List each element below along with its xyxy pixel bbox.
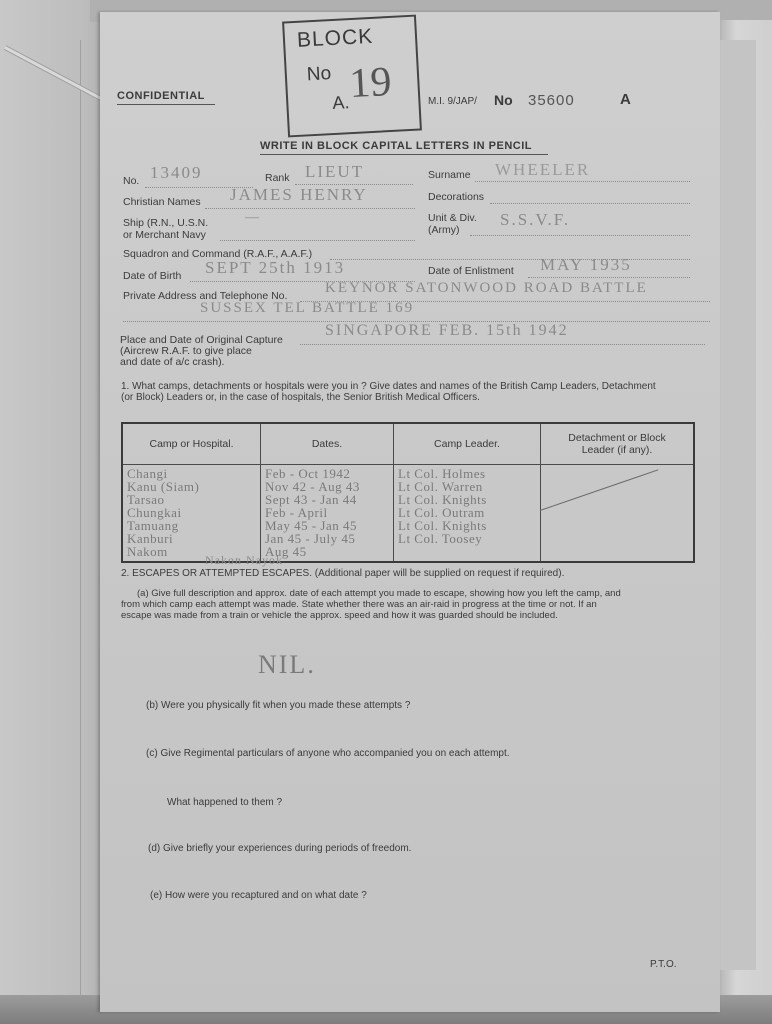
christian-names-label: Christian Names	[123, 196, 201, 208]
q2-a-2: from which camp each attempt was made. State whether there was an air-raid in progress at the time or not. If an	[121, 599, 597, 610]
serial-label: No	[494, 92, 513, 108]
camp-entry: Chungkai	[127, 505, 182, 520]
christian-names-line	[205, 208, 415, 209]
block-stamp	[282, 15, 422, 138]
col-detachment-line-1: Detachment or Block	[568, 432, 666, 444]
christian-names-value[interactable]: JAMES HENRY	[230, 185, 368, 204]
q1-text-1: 1. What camps, detachments or hospitals were you in ? Give dates and names of the British Camp Leaders, Detachment	[121, 381, 656, 392]
q2-answer[interactable]: NIL.	[258, 650, 316, 679]
date-entry: Sept 43 - Jan 44	[265, 492, 357, 507]
col-dates: Dates.	[261, 423, 394, 465]
date-entry: Aug 45	[265, 544, 307, 559]
col-detachment	[541, 423, 695, 465]
form-reference: M.I. 9/JAP/	[428, 96, 477, 107]
squadron-label: Squadron and Command (R.A.F., A.A.F.)	[123, 248, 313, 260]
folder-spine	[20, 40, 81, 1000]
unit-value[interactable]: S.S.V.F.	[500, 210, 571, 229]
confidential-underline	[117, 104, 215, 105]
squadron-line	[330, 259, 690, 260]
dates-cell[interactable]	[261, 465, 394, 563]
leader-entry	[398, 545, 536, 558]
capture-label: Place and Date of Original Capture	[120, 334, 283, 346]
camp-entry: Tamuang	[127, 518, 179, 533]
no-label: No.	[123, 175, 140, 187]
detachment-cell[interactable]	[541, 465, 695, 563]
date-entry: Feb - April	[265, 505, 328, 520]
decorations-label: Decorations	[428, 191, 485, 203]
leader-entry: Lt Col. Knights	[398, 492, 487, 507]
q2-c2: What happened to them ?	[167, 797, 283, 808]
rank-label: Rank	[265, 172, 290, 184]
enlistment-value[interactable]: MAY 1935	[540, 255, 632, 274]
col-leader: Camp Leader.	[394, 423, 541, 465]
q2-e: (e) How were you recaptured and on what date ?	[150, 890, 367, 901]
capture-line	[300, 344, 705, 345]
pencil-instruction: WRITE IN BLOCK CAPITAL LETTERS IN PENCIL	[260, 140, 532, 152]
address-label: Private Address and Telephone No.	[123, 290, 288, 302]
leader-cell[interactable]	[394, 465, 541, 563]
serial-suffix: A	[620, 91, 631, 108]
confidential-label: CONFIDENTIAL	[117, 90, 205, 102]
rank-value[interactable]: LIEUT	[305, 162, 365, 181]
stamp-letter: A.	[331, 92, 350, 114]
date-entry: May 45 - Jan 45	[265, 518, 357, 533]
q2-a-3: escape was made from a train or vehicle the approx. speed and how it was guarded should be included.	[121, 610, 558, 621]
leader-entry: Lt Col. Toosey	[398, 531, 483, 546]
unit-label-2: (Army)	[428, 224, 460, 236]
q2-c: (c) Give Regimental particulars of anyone who accompanied you on each attempt.	[146, 748, 510, 759]
ship-label: Ship (R.N., U.S.N.	[123, 217, 209, 229]
dob-value[interactable]: SEPT 25th 1913	[205, 258, 346, 277]
unit-label: Unit & Div.	[428, 212, 477, 224]
dob-label: Date of Birth	[123, 270, 182, 282]
q2-d: (d) Give briefly your experiences during periods of freedom.	[148, 843, 412, 854]
q2-b: (b) Were you physically fit when you made these attempts ?	[146, 700, 411, 711]
camp-cell[interactable]	[122, 465, 261, 563]
stamp-no-text: No	[306, 63, 332, 86]
unit-line	[470, 235, 690, 236]
decorations-line	[490, 203, 690, 204]
camps-header-row	[122, 423, 694, 465]
date-entry: Nov 42 - Aug 43	[265, 479, 360, 494]
q2-title: 2. ESCAPES OR ATTEMPTED ESCAPES. (Additional paper will be supplied on request if required).	[121, 568, 565, 579]
leader-entry: Lt Col. Holmes	[398, 466, 486, 481]
q2-a-1: (a) Give full description and approx. date of each attempt you made to escape, showing how you left the camp, and	[137, 588, 621, 599]
col-camp: Camp or Hospital.	[122, 423, 261, 465]
enlistment-line	[528, 277, 690, 278]
q1-text-2: (or Block) Leaders or, in the case of hospitals, the Senior British Medical Officers.	[121, 392, 480, 403]
ship-label-2: or Merchant Navy	[123, 229, 206, 241]
no-value[interactable]: 13409	[150, 163, 203, 182]
leader-entry: Lt Col. Warren	[398, 479, 483, 494]
date-entry: Jan 45 - July 45	[265, 531, 356, 546]
stamp-number: 19	[348, 58, 393, 108]
capture-label-3: and date of a/c crash).	[120, 356, 225, 368]
surname-value[interactable]: WHEELER	[495, 160, 591, 179]
camp-entry: Nakom	[127, 544, 168, 559]
extra-camp-note: Nakon Nayok	[205, 553, 283, 567]
ship-line	[220, 240, 415, 241]
address-value-2[interactable]: SUSSEX TEL BATTLE 169	[200, 300, 415, 316]
stamp-block-text: BLOCK	[296, 24, 374, 52]
surname-label: Surname	[428, 169, 471, 181]
enlistment-label: Date of Enlistment	[428, 265, 514, 277]
surname-line	[475, 181, 690, 182]
capture-value[interactable]: SINGAPORE FEB. 15th 1942	[325, 322, 569, 339]
pto-label: P.T.O.	[650, 959, 677, 970]
serial-number: 35600	[528, 92, 575, 109]
capture-label-2: (Aircrew R.A.F. to give place	[120, 345, 252, 357]
instruction-underline	[260, 154, 548, 155]
leader-entry: Lt Col. Outram	[398, 505, 485, 520]
ship-value[interactable]: —	[245, 210, 261, 225]
camp-entry: Changi	[127, 466, 168, 481]
leader-entry: Lt Col. Knights	[398, 518, 487, 533]
camp-entry: Tarsao	[127, 492, 165, 507]
camps-table	[121, 422, 695, 563]
camps-body-row	[122, 465, 694, 563]
address-value-1[interactable]: KEYNOR SATONWOOD ROAD BATTLE	[325, 280, 648, 296]
date-entry: Feb - Oct 1942	[265, 466, 351, 481]
col-detachment-line-2: Leader (if any).	[581, 444, 653, 456]
camp-entry: Kanu (Siam)	[127, 479, 200, 494]
camp-entry: Kanburi	[127, 531, 174, 546]
